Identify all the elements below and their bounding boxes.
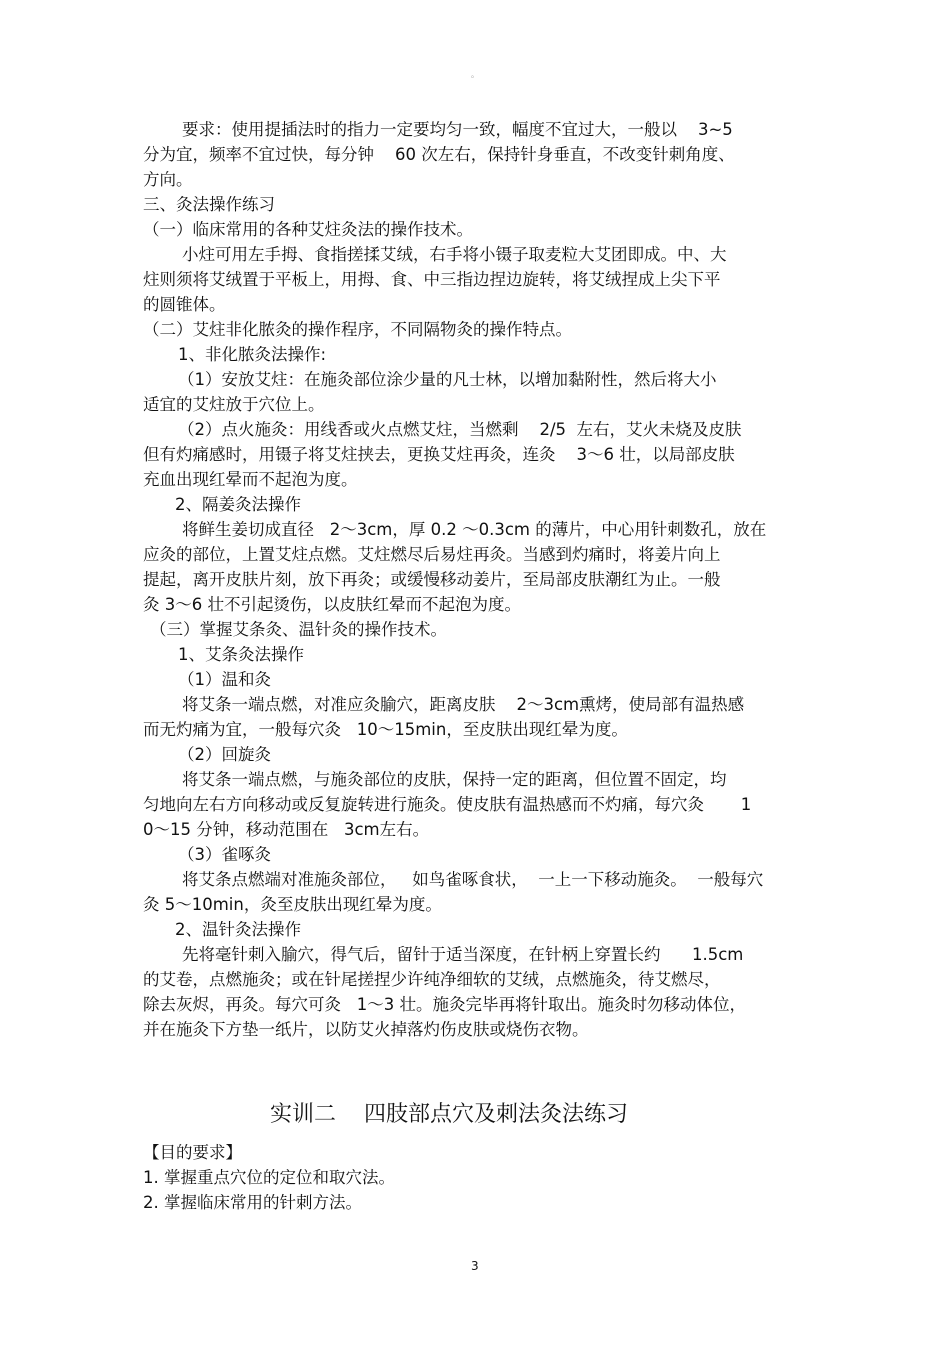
subsection-heading: （二）艾炷非化脓灸的操作程序，不同隔物灸的操作特点。 [143,320,572,339]
page-number: 3 [471,1259,479,1273]
text-line: 的圆锥体。 [143,295,226,314]
text-line: 将艾条一端点燃，对准应灸腧穴，距离皮肤 2～3cm熏烤，使局部有温热感 [182,695,745,714]
text-line: 而无灼痛为宜，一般每穴灸 10～15min，至皮肤出现红晕为度。 [143,720,628,739]
text-line: 将艾条点燃端对准施灸部位， 如鸟雀啄食状， 一上一下移动施灸。 一般每穴 [182,870,764,889]
objective-item: 2. 掌握临床常用的针刺方法。 [143,1193,362,1212]
text-line: 适宜的艾炷放于穴位上。 [143,395,325,414]
text-line: 提起，离开皮肤片刻，放下再灸；或缓慢移动姜片，至局部皮肤潮红为止。一般 [143,570,721,589]
section-title: 实训二 四肢部点穴及刺法灸法练习 [270,1102,628,1127]
item-heading: 2、隔姜灸法操作 [175,495,301,514]
text-line: 应灸的部位，上置艾炷点燃。艾炷燃尽后易炷再灸。当感到灼痛时，将姜片向上 [143,545,721,564]
item-heading: 2、温针灸法操作 [175,920,301,939]
text-line: 将艾条一端点燃，与施灸部位的皮肤，保持一定的距离，但位置不固定，均 [182,770,727,789]
objective-item: 1. 掌握重点穴位的定位和取穴法。 [143,1168,395,1187]
section-heading: 三、灸法操作练习 [143,195,275,214]
text-line: 充血出现红晕而不起泡为度。 [143,470,358,489]
text-line: 分为宜，频率不宜过快，每分钟 60 次左右，保持针身垂直，不改变针刺角度、 [143,145,735,164]
text-line: 将鲜生姜切成直径 2～3cm，厚 0.2 ～0.3cm 的薄片，中心用针刺数孔，放在 [182,520,767,539]
item-heading: （3）雀啄灸 [178,845,271,864]
text-line: （2）点火施灸：用线香或火点燃艾炷，当燃剩 2/5 左右，艾火未烧及皮肤 [178,420,742,439]
item-heading: （2）回旋灸 [178,745,271,764]
text-line: 匀地向左右方向移动或反复旋转进行施灸。使皮肤有温热感而不灼痛，每穴灸 1 [143,795,752,814]
header-mark: 。 [471,70,479,79]
subsection-heading: （一）临床常用的各种艾炷灸法的操作技术。 [143,220,473,239]
text-line: 小炷可用左手拇、食指搓揉艾绒，右手将小镊子取麦粒大艾团即成。中、大 [182,245,727,264]
text-line: 要求：使用提插法时的指力一定要均匀一致，幅度不宜过大，一般以 3~5 [182,120,733,139]
text-line: 炷则须将艾绒置于平板上，用拇、食、中三指边捏边旋转，将艾绒捏成上尖下平 [143,270,721,289]
item-heading: 1、非化脓灸法操作: [178,345,327,364]
subsection-heading: （三）掌握艾条灸、温针灸的操作技术。 [150,620,447,639]
text-line: 并在施灸下方垫一纸片，以防艾火掉落灼伤皮肤或烧伤衣物。 [143,1020,589,1039]
text-line: 先将毫针刺入腧穴，得气后，留针于适当深度，在针柄上穿置长约 1.5cm [182,945,744,964]
text-line: 灸 3～6 壮不引起烫伤，以皮肤红晕而不起泡为度。 [143,595,521,614]
text-line: 灸 5～10min，灸至皮肤出现红晕为度。 [143,895,442,914]
text-line: 方向。 [143,170,193,189]
item-heading: （1）温和灸 [178,670,271,689]
item-heading: 1、艾条灸法操作 [178,645,304,664]
text-line: 除去灰烬，再灸。每穴可灸 1～3 壮。施灸完毕再将针取出。施灸时勿移动体位， [143,995,746,1014]
text-line: 的艾卷，点燃施灸；或在针尾搓捏少许纯净细软的艾绒，点燃施灸，待艾燃尽， [143,970,721,989]
text-line: 但有灼痛感时，用镊子将艾炷挟去，更换艾炷再灸，连灸 3～6 壮，以局部皮肤 [143,445,735,464]
text-line: 0～15 分钟，移动范围在 3cm左右。 [143,820,430,839]
text-line: （1）安放艾炷：在施灸部位涂少量的凡士林，以增加黏附性，然后将大小 [178,370,717,389]
objectives-heading: 【目的要求】 [143,1143,242,1162]
